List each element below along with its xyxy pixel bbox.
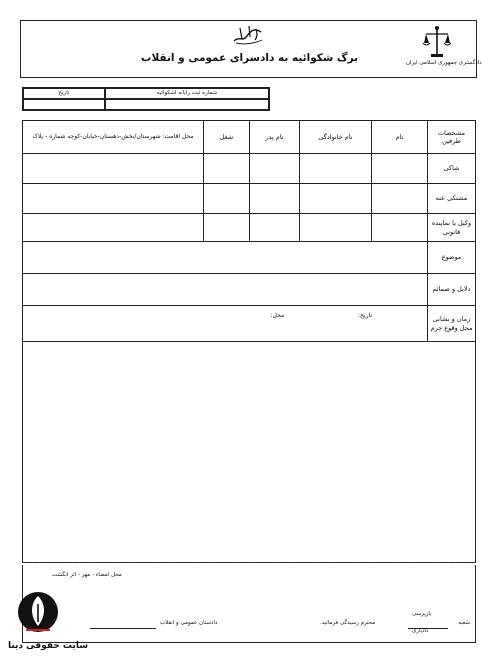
lawyer-father[interactable] <box>250 214 300 242</box>
dina-logo-icon <box>16 590 60 638</box>
court-label: دادستان عمومی و انقلاب <box>160 620 218 626</box>
crime-date-label: تاریخ: <box>358 312 372 319</box>
complaint-text-area[interactable] <box>22 341 476 563</box>
subject-field[interactable] <box>23 242 428 274</box>
referral-section <box>22 565 476 643</box>
table-row <box>23 274 476 306</box>
col-name: نام <box>372 121 428 154</box>
row-subject: موضوع <box>428 242 476 274</box>
registry-table <box>22 87 270 111</box>
row-lawyer: وکیل یا نماینده قانونی <box>428 214 476 242</box>
col-address: محل اقامت: شهرستان/بخش-دهستان-خیابان-کوچه شماره - پلاک <box>23 121 204 154</box>
crime-place-label: محل: <box>270 312 285 319</box>
col-job: شغل <box>204 121 250 154</box>
judiciary-emblem <box>406 25 482 67</box>
table-header-row <box>23 121 476 154</box>
plaintiff-address[interactable] <box>23 154 204 184</box>
interrogation-label: بازپرسی <box>412 611 432 617</box>
emblem-caption: دادگستری جمهوری اسلامی ایران <box>406 60 482 66</box>
evidence-field[interactable] <box>23 274 428 306</box>
registry-number-label: شماره ثبت رایانه اشکوائیه <box>105 88 269 99</box>
defendant-name[interactable] <box>372 184 428 214</box>
registry-date-value[interactable] <box>23 99 105 110</box>
table-row <box>23 184 476 214</box>
defendant-family[interactable] <box>300 184 372 214</box>
defendant-address[interactable] <box>23 184 204 214</box>
dashed-divider <box>22 562 476 563</box>
registry-number-value[interactable] <box>105 99 269 110</box>
row-time-place: زمان و نشانی محل وقوع جرم <box>428 306 476 342</box>
row-plaintiff: شاکی <box>428 154 476 184</box>
signature-label: محل امضاء - مهر - اثر انگشت <box>52 572 122 578</box>
basmala-calligraphy <box>231 24 265 46</box>
table-row <box>23 214 476 242</box>
defendant-father[interactable] <box>250 184 300 214</box>
branch-label: شعبه <box>458 620 470 626</box>
plaintiff-family[interactable] <box>300 154 372 184</box>
table-row <box>23 154 476 184</box>
form-header <box>20 20 482 78</box>
plaintiff-name[interactable] <box>372 154 428 184</box>
prosecution-label: دادیاری <box>412 628 429 634</box>
plaintiff-job[interactable] <box>204 154 250 184</box>
lawyer-name[interactable] <box>372 214 428 242</box>
plaintiff-father[interactable] <box>250 154 300 184</box>
lawyer-address[interactable] <box>23 214 204 242</box>
col-family: نام خانوادگی <box>300 121 372 154</box>
row-defendant: مشتکی عنه <box>428 184 476 214</box>
col-father: نام پدر <box>250 121 300 154</box>
table-row <box>23 242 476 274</box>
registry-date-label: تاریخ <box>23 88 105 99</box>
crime-time-place-field[interactable] <box>23 306 428 342</box>
lawyer-job[interactable] <box>204 214 250 242</box>
parties-table <box>22 120 476 342</box>
brand-text: سایت حقوقی دینا <box>8 641 89 651</box>
form-title: برگ شکوائیه به دادسرای عمومی و انقلاب <box>140 52 359 64</box>
row-evidence: دلایل و ضمائم <box>428 274 476 306</box>
lawyer-family[interactable] <box>300 214 372 242</box>
col-party: مشخصات طرفین <box>428 121 476 154</box>
court-line <box>90 628 156 629</box>
scales-of-justice-icon <box>422 25 452 59</box>
table-row <box>23 306 476 342</box>
respected-text: محترم رسیدگی فرمائید. <box>320 620 376 626</box>
defendant-job[interactable] <box>204 184 250 214</box>
